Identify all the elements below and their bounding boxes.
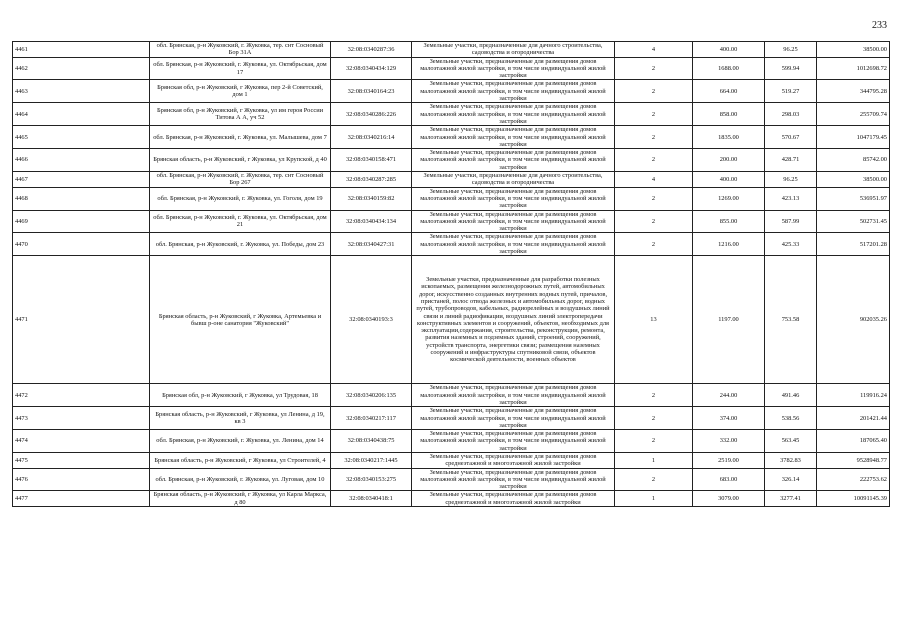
- cadastral-number-cell: 32:08:0340434:129: [331, 57, 412, 80]
- use-code-cell: 2: [615, 384, 693, 407]
- specific-value-cell: 3277.41: [765, 491, 817, 507]
- row-number: 4466: [13, 149, 150, 172]
- use-code-cell: 1: [615, 491, 693, 507]
- table-row: [13, 210, 890, 233]
- row-number: 4476: [13, 468, 150, 491]
- area-cell: 1688.00: [693, 57, 765, 80]
- land-use-cell: Земельные участки, предназначенные для размещения домов малоэтажной жилой застройки, в том числе индивидуальной жилой застройки: [412, 80, 615, 103]
- table-row: [13, 491, 890, 507]
- area-cell: 664.00: [693, 80, 765, 103]
- use-code-cell: 1: [615, 452, 693, 468]
- table-row: [13, 384, 890, 407]
- specific-value-cell: 587.99: [765, 210, 817, 233]
- cadastral-number-cell: 32:08:0340206:135: [331, 384, 412, 407]
- area-cell: 1835.00: [693, 126, 765, 149]
- cadastral-number-cell: 32:08:0340193:3: [331, 256, 412, 384]
- specific-value-cell: 423.13: [765, 187, 817, 210]
- page-number: 233: [872, 20, 887, 31]
- area-cell: 3079.00: [693, 491, 765, 507]
- land-use-cell: Земельные участки, предназначенные для размещения домов малоэтажной жилой застройки, в том числе индивидуальной жилой застройки: [412, 430, 615, 453]
- table-row: [13, 57, 890, 80]
- cadastral-number-cell: 32:08:0340287:285: [331, 172, 412, 188]
- table-row: [13, 407, 890, 430]
- specific-value-cell: 519.27: [765, 80, 817, 103]
- area-cell: 1216.00: [693, 233, 765, 256]
- address-cell: обл. Брянская, р-н Жуковский, г. Жуковка, тер. снт Сосновый Бор 31А: [150, 42, 331, 58]
- cadastral-number-cell: 32:08:0340216:14: [331, 126, 412, 149]
- cadastral-number-cell: 32:08:0340217:1445: [331, 452, 412, 468]
- specific-value-cell: 753.58: [765, 256, 817, 384]
- specific-value-cell: 599.94: [765, 57, 817, 80]
- cadastral-value-cell: 902035.26: [817, 256, 890, 384]
- cadastral-value-cell: 10091145.39: [817, 491, 890, 507]
- cadastral-value-cell: 187065.40: [817, 430, 890, 453]
- row-number: 4473: [13, 407, 150, 430]
- table-row: [13, 149, 890, 172]
- table-row: [13, 103, 890, 126]
- specific-value-cell: 96.25: [765, 42, 817, 58]
- address-cell: Брянская область, р-н Жуковский, г Жуковка, Артемьевка и бывш р-оне санатория "Жуковский": [150, 256, 331, 384]
- land-use-cell: Земельные участки, предназначенные для размещения домов малоэтажной жилой застройки, в том числе индивидуальной жилой застройки: [412, 187, 615, 210]
- land-use-cell: Земельные участки, предназначенные для дачного строительства, садоводства и огородничества: [412, 42, 615, 58]
- address-cell: Брянская область, р-н Жуковский, г Жуковка, ул Крупской, д 40: [150, 149, 331, 172]
- cadastral-value-cell: 201421.44: [817, 407, 890, 430]
- address-cell: обл. Брянская, р-н Жуковский, г. Жуковка, ул. Ленина, дом 14: [150, 430, 331, 453]
- address-cell: обл. Брянская, р-н Жуковский, г. Жуковка, ул. Малышева, дом 7: [150, 126, 331, 149]
- specific-value-cell: 570.67: [765, 126, 817, 149]
- use-code-cell: 2: [615, 103, 693, 126]
- cadastral-value-cell: 502731.45: [817, 210, 890, 233]
- area-cell: 683.00: [693, 468, 765, 491]
- cadastral-number-cell: 32:08:0340287:36: [331, 42, 412, 58]
- use-code-cell: 4: [615, 42, 693, 58]
- area-cell: 332.00: [693, 430, 765, 453]
- use-code-cell: 2: [615, 57, 693, 80]
- land-use-cell: Земельные участки, предназначенные для размещения домов малоэтажной жилой застройки, в том числе индивидуальной жилой застройки: [412, 384, 615, 407]
- row-number: 4470: [13, 233, 150, 256]
- area-cell: 244.00: [693, 384, 765, 407]
- row-number: 4464: [13, 103, 150, 126]
- table-row: [13, 468, 890, 491]
- cadastral-value-cell: 255709.74: [817, 103, 890, 126]
- address-cell: обл. Брянская, р-н Жуковский, г. Жуковка, ул. Победы, дом 23: [150, 233, 331, 256]
- cadastral-value-cell: 85742.00: [817, 149, 890, 172]
- cadastral-value-cell: 517201.28: [817, 233, 890, 256]
- row-number: 4465: [13, 126, 150, 149]
- table-row: [13, 233, 890, 256]
- row-number: 4467: [13, 172, 150, 188]
- area-cell: 400.00: [693, 172, 765, 188]
- cadastral-value-cell: 536951.97: [817, 187, 890, 210]
- specific-value-cell: 563.45: [765, 430, 817, 453]
- address-cell: обл. Брянская, р-н Жуковский, г. Жуковка, тер. снт Сосновый Бор 267: [150, 172, 331, 188]
- cadastral-number-cell: 32:08:0340438:75: [331, 430, 412, 453]
- specific-value-cell: 538.56: [765, 407, 817, 430]
- table-row: [13, 172, 890, 188]
- land-use-cell: Земельные участки, предназначенные для размещения домов малоэтажной жилой застройки, в том числе индивидуальной жилой застройки: [412, 468, 615, 491]
- land-use-cell: Земельные участки, предназначенные для размещения домов малоэтажной жилой застройки, в том числе индивидуальной жилой застройки: [412, 407, 615, 430]
- address-cell: Брянская обл, р-н Жуковский, г Жуковка, ул Трудовая, 18: [150, 384, 331, 407]
- cadastral-value-cell: 38500.00: [817, 172, 890, 188]
- area-cell: 858.00: [693, 103, 765, 126]
- specific-value-cell: 96.25: [765, 172, 817, 188]
- area-cell: 374.00: [693, 407, 765, 430]
- cadastral-number-cell: 32:08:0340217:117: [331, 407, 412, 430]
- land-use-cell: Земельные участки, предназначенные для размещения домов малоэтажной жилой застройки, в том числе индивидуальной жилой застройки: [412, 210, 615, 233]
- cadastral-value-table: [12, 41, 890, 507]
- area-cell: 2519.00: [693, 452, 765, 468]
- land-use-cell: Земельные участки, предназначенные для размещения домов малоэтажной жилой застройки, в том числе индивидуальной жилой застройки: [412, 149, 615, 172]
- cadastral-number-cell: 32:08:0340159:82: [331, 187, 412, 210]
- use-code-cell: 4: [615, 172, 693, 188]
- row-number: 4477: [13, 491, 150, 507]
- use-code-cell: 2: [615, 80, 693, 103]
- use-code-cell: 13: [615, 256, 693, 384]
- row-number: 4471: [13, 256, 150, 384]
- area-cell: 200.00: [693, 149, 765, 172]
- use-code-cell: 2: [615, 126, 693, 149]
- row-number: 4475: [13, 452, 150, 468]
- area-cell: 1269.00: [693, 187, 765, 210]
- use-code-cell: 2: [615, 430, 693, 453]
- table-row: [13, 80, 890, 103]
- specific-value-cell: 298.03: [765, 103, 817, 126]
- address-cell: обл. Брянская, р-н Жуковский, г. Жуковка, ул. Октябрьская, дом 21: [150, 210, 331, 233]
- use-code-cell: 2: [615, 407, 693, 430]
- use-code-cell: 2: [615, 149, 693, 172]
- row-number: 4463: [13, 80, 150, 103]
- address-cell: Брянская область, р-н Жуковский, г Жуковка, ул Карла Маркса, д 80: [150, 491, 331, 507]
- table-row: [13, 126, 890, 149]
- use-code-cell: 2: [615, 468, 693, 491]
- cadastral-value-cell: 222753.62: [817, 468, 890, 491]
- cadastral-value-cell: 38500.00: [817, 42, 890, 58]
- cadastral-value-cell: 119916.24: [817, 384, 890, 407]
- row-number: 4468: [13, 187, 150, 210]
- row-number: 4461: [13, 42, 150, 58]
- address-cell: обл. Брянская, р-н Жуковский, г. Жуковка, ул. Октябрьская, дом 17: [150, 57, 331, 80]
- address-cell: Брянская обл, р-н Жуковский, г Жуковка, пер 2-й Советский, дом 1: [150, 80, 331, 103]
- cadastral-value-cell: 1047179.45: [817, 126, 890, 149]
- address-cell: обл. Брянская, р-н Жуковский, г. Жуковка, ул. Гоголя, дом 19: [150, 187, 331, 210]
- row-number: 4472: [13, 384, 150, 407]
- cadastral-number-cell: 32:08:0340286:226: [331, 103, 412, 126]
- area-cell: 855.00: [693, 210, 765, 233]
- land-use-cell: Земельные участки, предназначенные для размещения домов малоэтажной жилой застройки, в том числе индивидуальной жилой застройки: [412, 233, 615, 256]
- land-use-cell: Земельные участки, предназначенные для размещения домов малоэтажной жилой застройки, в том числе индивидуальной жилой застройки: [412, 126, 615, 149]
- use-code-cell: 2: [615, 210, 693, 233]
- address-cell: Брянская обл, р-н Жуковский, г Жуковка, ул им героя России Титова А А, уч 52: [150, 103, 331, 126]
- address-cell: обл. Брянская, р-н Жуковский, г. Жуковка, ул. Луговая, дом 10: [150, 468, 331, 491]
- cadastral-value-cell: 344795.28: [817, 80, 890, 103]
- table-row: [13, 430, 890, 453]
- cadastral-number-cell: 32:08:0340158:471: [331, 149, 412, 172]
- use-code-cell: 2: [615, 233, 693, 256]
- table-row: [13, 187, 890, 210]
- land-use-cell: Земельные участки, предназначенные для размещения домов малоэтажной жилой застройки, в том числе индивидуальной жилой застройки: [412, 103, 615, 126]
- table-row: [13, 452, 890, 468]
- specific-value-cell: 425.33: [765, 233, 817, 256]
- area-cell: 400.00: [693, 42, 765, 58]
- address-cell: Брянская область, р-н Жуковский, г Жуковка, ул Ленина, д 19, кв 3: [150, 407, 331, 430]
- row-number: 4474: [13, 430, 150, 453]
- specific-value-cell: 428.71: [765, 149, 817, 172]
- row-number: 4469: [13, 210, 150, 233]
- cadastral-number-cell: 32:08:0340153:275: [331, 468, 412, 491]
- cadastral-number-cell: 32:08:0340164:23: [331, 80, 412, 103]
- area-cell: 1197.00: [693, 256, 765, 384]
- specific-value-cell: 326.14: [765, 468, 817, 491]
- cadastral-number-cell: 32:08:0340427:31: [331, 233, 412, 256]
- cadastral-value-cell: 1012698.72: [817, 57, 890, 80]
- cadastral-number-cell: 32:08:0340434:134: [331, 210, 412, 233]
- specific-value-cell: 3782.83: [765, 452, 817, 468]
- land-use-cell: Земельные участки, предназначенные для разработки полезных ископаемых, размещения железнодорожных путей, автомобильных дорог, искусственно созданных внутренних водных путей, причалов, пристаней, полос отвода железных и автомобильных дорог, водных путей, трубопроводов, кабельных, радиорелейных и воздушных линий связи и линий радиофикации, воздушных линий электропередачи конструктивных элементов и сооружений, объектов, необходимых для эксплуатации,содержания, строительства, реконструкции, ремонта, развития наземных и подземных зданий, строений, сооружений, устройств транспорта, энергетики связи; размещения наземных сооружений и инфраструктуры спутниковой связи, объектов космической деятельности, военных объектов: [412, 256, 615, 384]
- row-number: 4462: [13, 57, 150, 80]
- specific-value-cell: 491.46: [765, 384, 817, 407]
- cadastral-value-cell: 9528948.77: [817, 452, 890, 468]
- table-row: [13, 42, 890, 58]
- land-use-cell: Земельные участки, предназначенные для размещения домов среднеэтажной и многоэтажной жилой застройки: [412, 491, 615, 507]
- land-use-cell: Земельные участки, предназначенные для дачного строительства, садоводства и огородничества: [412, 172, 615, 188]
- address-cell: Брянская область, р-н Жуковский, г Жуковка, ул Строителей, 4: [150, 452, 331, 468]
- cadastral-number-cell: 32:08:0340418:1: [331, 491, 412, 507]
- use-code-cell: 2: [615, 187, 693, 210]
- land-use-cell: Земельные участки, предназначенные для размещения домов среднеэтажной и многоэтажной жилой застройки: [412, 452, 615, 468]
- land-use-cell: Земельные участки, предназначенные для размещения домов малоэтажной жилой застройки, в том числе индивидуальной жилой застройки: [412, 57, 615, 80]
- table-row: [13, 256, 890, 384]
